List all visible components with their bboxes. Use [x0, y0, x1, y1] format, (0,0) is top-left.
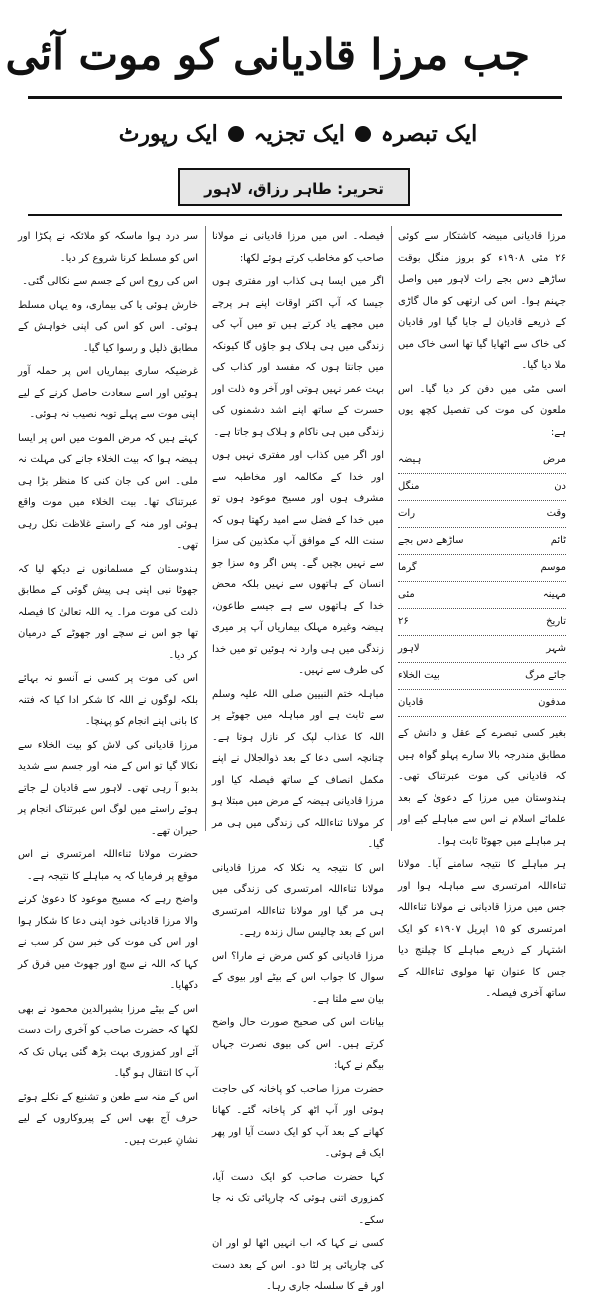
fact-label: موسم [540, 562, 566, 573]
fact-value: ساڑھے دس بجے [398, 535, 464, 546]
fact-row [398, 690, 566, 717]
fact-label: مہینہ [542, 589, 566, 600]
intro-paragraph: مرزا قادیانی مبیضہ کاشتکار سے کوئی ۲۶ مئی ۱۹۰۸ء کو بروز منگل بوقت ساڑھے دس بجے رات لاہور میں واصل جہنم ہوا۔ اس کی ارتھی کو مال گاڑی کے ذریعے قادیان لے جایا گیا اور قادیان کی خاک سے اٹھایا گیا تھا اسی خاک میں ملا دیا گیا۔ [398, 231, 566, 371]
fact-label: مدفون [538, 697, 566, 708]
fact-label: شہر [546, 643, 566, 654]
fact-row [398, 447, 566, 474]
fact-row [398, 474, 566, 501]
subheading-report: ایک رپورٹ [118, 121, 218, 147]
fact-label: ٹائم [550, 535, 566, 546]
fact-label: جائے مرگ [525, 670, 566, 681]
paragraph: کہا حضرت صاحب کو ایک دست آیا، کمزوری اتنی ہوئی کہ چارپائی تک نہ جا سکے۔ [212, 1171, 384, 1226]
bullet-dot-icon [355, 126, 371, 142]
fact-value: مئی [398, 589, 415, 600]
paragraph: حضرت مولانا ثناءاللہ امرتسری نے اس موقع پر فرمایا کہ یہ مباہلے کا نتیجہ ہے۔ [18, 849, 198, 882]
fact-row [398, 609, 566, 636]
intro-paragraph: اسی مٹی میں دفن کر دیا گیا۔ اس ملعون کی موت کی تفصیل کچھ یوں ہے: [398, 383, 566, 438]
fact-label: وقت [546, 508, 566, 519]
fact-value: گرما [398, 562, 417, 573]
paragraph: اس کی موت پر کسی نے آنسو نہ بہائے بلکہ لوگوں نے اللہ کا شکر ادا کیا کہ فتنہ کا بانی اپنے انجام کو پہنچا۔ [18, 673, 198, 727]
section-rule [28, 214, 562, 216]
paragraph: ہندوستان کے مسلمانوں نے دیکھ لیا کہ جھوٹا نبی اپنی ہی پیش گوئی کے مطابق ذلت کی موت مرا۔ یہ اللہ تعالیٰ کا فیصلہ تھا جو اس نے سچے اور جھوٹے کے درمیان کر دیا۔ [18, 563, 198, 661]
paragraph: اس کے منہ سے طعن و تشنیع کے نکلے ہوئے حرف آج بھی اس کے پیروکاروں کے لیے نشانِ عبرت ہیں۔ [18, 1091, 198, 1146]
headline: جب مرزا قادیانی کو موت آئی [5, 30, 530, 79]
fact-value: ۲۶ [398, 616, 409, 627]
paragraph: مباہلہ ختم النبیین صلی اللہ علیہ وسلم سے ثابت ہے اور مباہلہ میں جھوٹے پر اللہ کا عذاب لپک کر نازل ہوتا ہے۔ چنانچہ اسی دعا کے بعد ذوالجلال نے اپنے مکمل انصاف کے ساتھ فیصلہ کیا اور مرزا قادیانی ہیضہ کے مرض میں مبتلا ہو کر مولانا ثناءاللہ کی زندگی میں ہی مر گیا۔ [212, 688, 384, 850]
paragraph: اس کے بیٹے مرزا بشیرالدین محمود نے بھی لکھا کہ حضرت صاحب کو آخری رات دست آئے اور کمزوری بہت بڑھ گئی یہاں تک کہ آپ کا انتقال ہو گیا۔ [18, 1003, 198, 1079]
paragraph: فیصلہ۔ اس میں مرزا قادیانی نے مولانا صاحب کو مخاطب کرتے ہوئے لکھا: [212, 231, 384, 264]
paragraph: اس کی روح اس کے جسم سے نکالی گئی۔ [22, 276, 198, 287]
subheading-analysis: ایک تجزیہ [253, 121, 345, 147]
paragraph: حضرت مرزا صاحب کو پاخانہ کی حاجت ہوئی اور آپ اٹھ کر پاخانہ گئے۔ کھانا کھانے کے بعد آپ کو ایک دست آیا اور پھر ایک قے ہوئی۔ [212, 1083, 384, 1159]
subheading-commentary: ایک تبصرہ [380, 121, 478, 147]
paragraph: مرزا قادیانی کو کس مرض نے مارا؟ اس سوال کا جواب اس کے بیٹے اور بیوی کے بیان سے ملتا ہے۔ [212, 950, 384, 1005]
fact-row [398, 636, 566, 663]
fact-label: مرض [543, 454, 566, 465]
column-divider [391, 226, 392, 831]
fact-row [398, 582, 566, 609]
fact-label: دن [554, 481, 566, 492]
outro-paragraph: ہر مباہلے کا نتیجہ سامنے آیا۔ مولانا ثناءاللہ امرتسری سے مباہلہ ہوا اور جس میں مرزا قادیانی نے مولانا ثناءاللہ امرتسری کو ۱۵ اپریل ۱۹۰۷ء کو ایک اشتہار کے ذریعے مباہلے کا چیلنج دیا جس کا عنوان تھا مولوی ثناءاللہ کے ساتھ آخری فیصلہ۔ [398, 859, 566, 999]
death-facts-list [398, 447, 566, 717]
paragraph: واضح رہے کہ مسیح موعود کا دعویٰ کرنے والا مرزا قادیانی خود اپنی دعا کا شکار ہوا اور اس کی موت کی خبر سن کر سب نے کہا کہ اللہ نے سچ اور جھوٹ میں فرق کر دکھایا۔ [18, 894, 198, 991]
fact-value: لاہور [398, 643, 420, 654]
paragraph: اگر میں ایسا ہی کذاب اور مفتری ہوں جیسا کہ آپ اکثر اوقات اپنے ہر پرچے میں مجھے یاد کرتے ہیں تو میں آپ کی زندگی میں ہی ہلاک ہو جاؤں گا کیونکہ میں جانتا ہوں کہ مفسد اور کذاب کی بہت عمر نہیں ہوتی اور آخر وہ ذلت اور حسرت کے ساتھ اپنے اشد دشمنوں کی زندگی میں ہی ناکام و ہلاک ہو جاتا ہے۔ [212, 276, 384, 438]
paragraph: کہتے ہیں کہ مرض الموت میں اس پر ایسا ہیضہ ہوا کہ بیت الخلاء جانے کی مہلت نہ ملی۔ اس کی جان کنی کا منظر بڑا ہی عبرتناک تھا۔ بیت الخلاء میں موت واقع ہوئی اور منہ کے راستے غلاظت نکل رہی تھی۔ [18, 432, 198, 551]
column-divider [205, 226, 206, 831]
fact-value: ہیضہ [398, 454, 422, 465]
paragraph: سر درد ہوا ماسکہ کو ملائکہ نے پکڑا اور اس کو مسلط کرنا شروع کر دیا۔ [18, 231, 198, 264]
fact-value: رات [398, 508, 416, 519]
column-middle [212, 226, 384, 1292]
fact-row [398, 501, 566, 528]
bullet-dot-icon [228, 126, 244, 142]
fact-value: قادیان [398, 697, 424, 708]
fact-value: منگل [398, 481, 420, 492]
byline: تحریر: طاہر رزاق، لاہور [178, 168, 410, 206]
paragraph: مرزا قادیانی کی لاش کو بیت الخلاء سے نکالا گیا تو اس کے منہ اور جسم سے شدید بدبو آ رہی تھی۔ لاہور سے قادیان لے جاتے ہوئے راستے میں لوگ اس عبرتناک انجام پر حیران تھے۔ [18, 739, 198, 837]
paragraph: اور اگر میں کذاب اور مفتری نہیں ہوں اور خدا کے مکالمہ اور مخاطبہ سے مشرف ہوں اور مسیح موعود ہوں تو میں خدا کے فضل سے امید رکھتا ہوں کہ سنت اللہ کے موافق آپ مکذبین کی سزا سے نہیں بچیں گے۔ پس اگر وہ سزا جو انسان کے ہاتھوں سے نہیں بلکہ محض خدا کے ہاتھوں سے ہے جیسے طاعون، ہیضہ وغیرہ مہلک بیماریاں آپ پر میری زندگی میں ہی وارد نہ ہوئیں تو میں خدا کی طرف سے نہیں۔ [212, 450, 384, 676]
column-left [18, 226, 198, 1146]
fact-label: تاریخ [546, 616, 566, 627]
paragraph: خارش ہوئی یا کی بیماری، وہ یہاں مسلط ہوئی۔ اس کو اس کی اپنی خواہش کے مطابق ذلیل و رسوا کیا گیا۔ [18, 299, 198, 354]
fact-row [398, 663, 566, 690]
fact-row [398, 528, 566, 555]
fact-value: بیت الخلاء [398, 670, 440, 681]
outro-paragraph: بغیر کسی تبصرے کے عقل و دانش کے مطابق مندرجہ بالا سارے پہلو گواہ ہیں کہ قادیانی کی موت عبرتناک تھی۔ ہندوستان میں مرزا کے دعویٰ کے بعد علمائے اسلام نے اس سے مباہلے کیے اور ہر مباہلے میں جھوٹا ثابت ہوا۔ [398, 728, 566, 847]
paragraph: اس کا نتیجہ یہ نکلا کہ مرزا قادیانی مولانا ثناءاللہ امرتسری کی زندگی میں ہی مر گیا اور مولانا ثناءاللہ امرتسری اس کے بعد چالیس سال زندہ رہے۔ [212, 862, 384, 938]
headline-rule [28, 96, 562, 99]
paragraph: بیانات اس کی صحیح صورت حال واضح کرتے ہیں۔ اس کی بیوی نصرت جہاں بیگم نے کہا: [212, 1017, 384, 1071]
column-right [398, 226, 566, 999]
paragraph: غرضیکہ ساری بیماریاں اس پر حملہ آور ہوئیں اور اسے سعادت حاصل کرنے کے لیے اپنی موت سے پہلے توبہ نصیب نہ ہوئی۔ [18, 366, 198, 420]
paragraph: کسی نے کہا کہ اب انہیں اٹھا لو اور ان کی چارپائی پر لٹا دو۔ اس کے بعد دست اور قے کا سلسلہ جاری رہا۔ [212, 1238, 384, 1292]
subheadings [88, 112, 508, 156]
fact-row [398, 555, 566, 582]
